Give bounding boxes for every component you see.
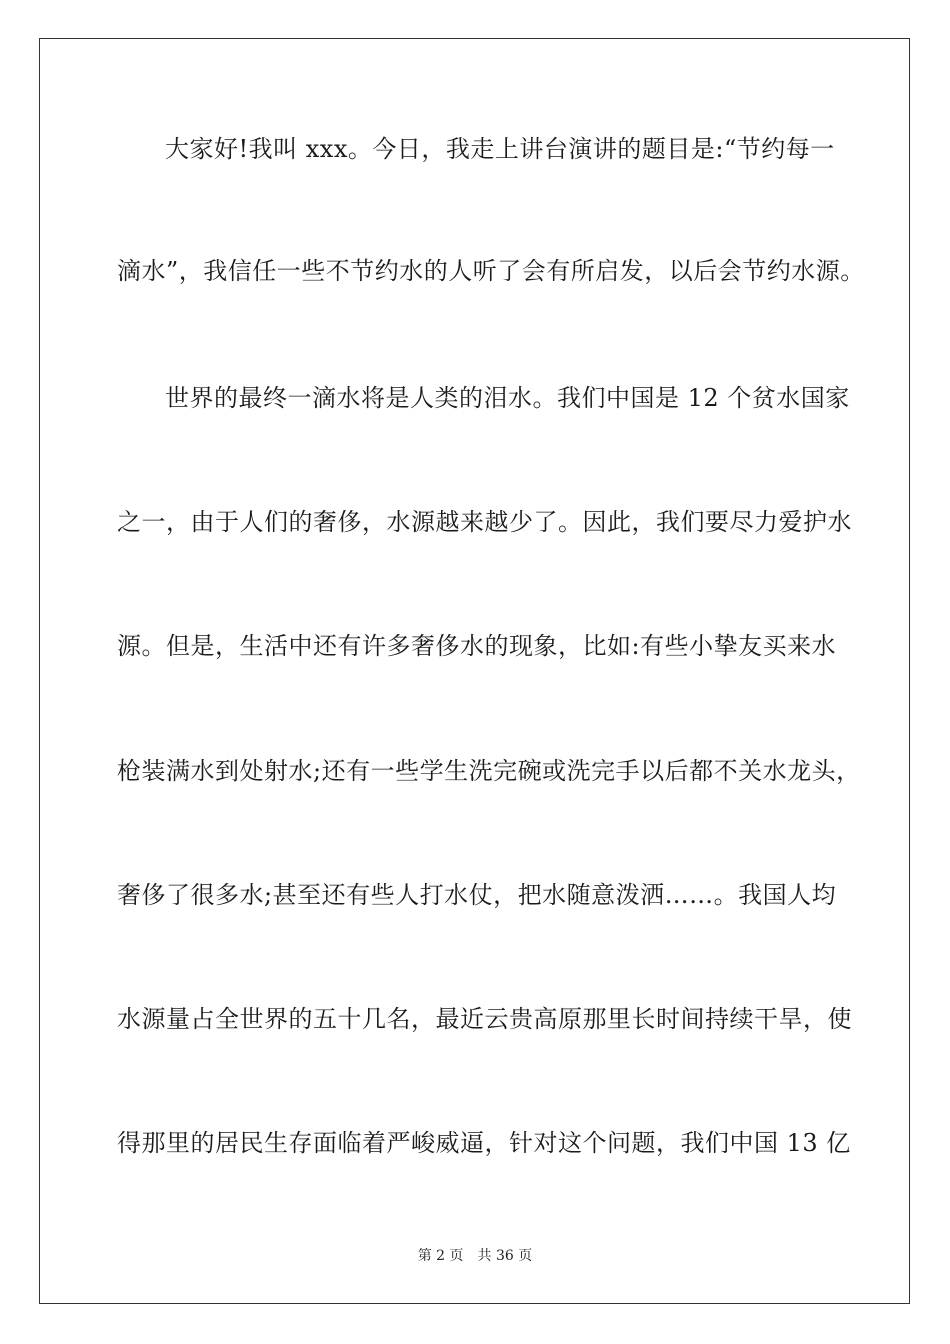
paragraph-2-line-3: 源。但是，生活中还有许多奢侈水的现象，比如:有些小挚友买来水 [117, 632, 837, 660]
paragraph-2-line-7: 得那里的居民生存面临着严峻威逼，针对这个问题，我们中国 13 亿 [117, 1129, 851, 1157]
paragraph-1-line-2: 滴水”，我信任一些不节约水的人听了会有所启发，以后会节约水源。 [117, 257, 865, 285]
paragraph-2-line-4: 枪装满水到处射水;还有一些学生洗完碗或洗完手以后都不关水龙头， [117, 757, 861, 785]
page-number: 第 2 页 [417, 1248, 464, 1264]
total-pages: 共 36 页 [477, 1248, 533, 1264]
page-border [39, 38, 910, 1304]
paragraph-2-line-2: 之一，由于人们的奢侈，水源越来越少了。因此，我们要尽力爱护水 [117, 508, 852, 536]
paragraph-2-line-6: 水源量占全世界的五十几名，最近云贵高原那里长时间持续干旱，使 [117, 1005, 852, 1033]
paragraph-1-line-1: 大家好!我叫 xxx。今日，我走上讲台演讲的题目是:“节约每一 [165, 135, 835, 163]
page-footer [0, 1247, 950, 1265]
paragraph-2-line-1: 世界的最终一滴水将是人类的泪水。我们中国是 12 个贫水国家 [165, 384, 850, 412]
paragraph-2-line-5: 奢侈了很多水;甚至还有些人打水仗，把水随意泼洒……。我国人均 [117, 881, 837, 909]
